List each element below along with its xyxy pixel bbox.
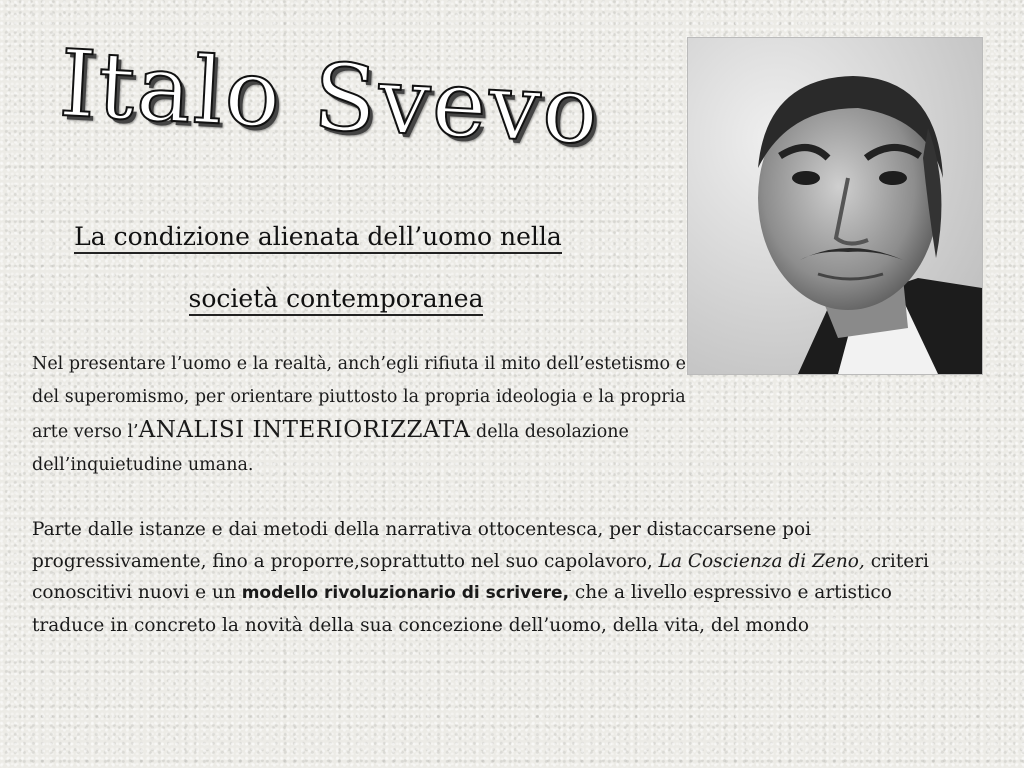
slide-title: Italo Svevo: [56, 30, 603, 166]
bold-text: modello rivoluzionario di scrivere,: [241, 583, 570, 603]
book-title: La Coscienza di Zeno,: [658, 550, 865, 572]
paragraph-1: Nel presentare l’uomo e la realtà, anch’egli rifiuta il mito dell’estetismo e del superomismo, per orientare piuttosto la propria ideologia e la propria arte verso l’ANALISI INTERIORIZZATA della desolazione dell’inquietudine umana.: [32, 354, 686, 475]
subtitle-line-1: La condizione alienata dell’uomo nella: [0, 222, 636, 251]
emphasis-text: ANALISI INTERIORIZZATA: [138, 417, 471, 443]
portrait-photo: [688, 38, 982, 374]
paragraph-2: Parte dalle istanze e dai metodi della narrativa ottocentesca, per distaccarsene poi progressivamente, fino a proporre,soprattutto nel suo capolavoro, La Coscienza di Zeno, criteri conoscitivi nuovi e un modello rivoluzionario di scrivere, che a livello espressivo e artistico traduce in concreto la novità della sua concezione dell’uomo, della vita, del mondo: [32, 519, 929, 636]
subtitle-line-2: società contemporanea: [18, 284, 654, 313]
